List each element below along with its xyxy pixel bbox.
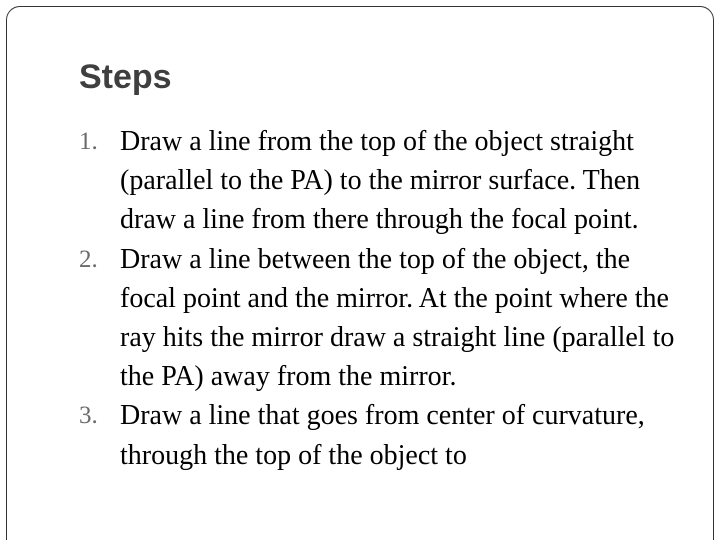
step-text: Draw a line that goes from center of curvature, through the top of the object to xyxy=(120,400,645,471)
slide-title: Steps xyxy=(79,58,172,96)
step-number: 1. xyxy=(79,128,98,155)
step-text: Draw a line between the top of the object, the focal point and the mirror. At the point where the ray hits the mirror draw a straight line (parallel to the PA) away from the mirror. xyxy=(120,243,675,393)
steps-list xyxy=(0,122,720,475)
list-item-step-2 xyxy=(0,240,680,397)
step-number: 3. xyxy=(79,402,98,430)
step-number: 2. xyxy=(79,245,98,273)
list-item-step-1 xyxy=(0,122,680,240)
list-item-step-3 xyxy=(0,396,680,474)
step-text: Draw a line from the top of the object straight (parallel to the PA) to the mirror surface. Then draw a line from there through the focal point. xyxy=(120,126,641,236)
